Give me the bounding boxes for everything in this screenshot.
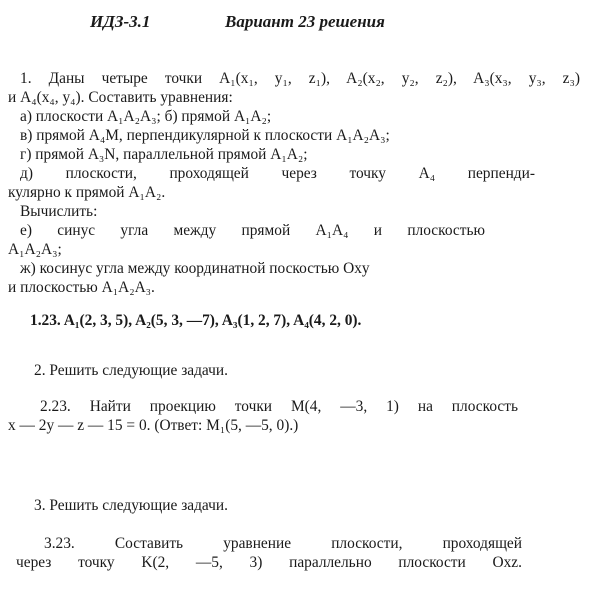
problem2-heading: 2. Решить следующие задачи.: [34, 362, 228, 379]
problem1-line-2: и A₄(x₄, y₄). Составить уравнения:: [8, 89, 233, 106]
problem1-data-line: 1.23. A₁(2, 3, 5), A₂(5, 3, —7), A₃(1, 2, 7), A₄(4, 2, 0).: [30, 312, 362, 329]
problem1-line-1: 1. Даны четыре точки A₁(x₁, y₁, z₁), A₂(x₂, y₂, z₂), A₃(x₃, y₃, z₃): [20, 70, 580, 87]
problem1-line-4: в) прямой A₄M, перпендикулярной к плоскости A₁A₂A₃;: [20, 127, 390, 144]
header-title: ИДЗ-3.1: [90, 12, 151, 31]
problem1-line-5: г) прямой A₃N, параллельной прямой A₁A₂;: [20, 146, 308, 163]
problem1-line-10: A₁A₂A₃;: [8, 241, 62, 258]
problem2-task-line-2: x — 2y — z — 15 = 0. (Ответ: M₁(5, —5, 0).): [8, 417, 299, 434]
problem2-task-line-1: 2.23. Найти проекцию точки M(4, —3, 1) на плоскость: [40, 398, 518, 415]
problem1-line-6: д) плоскости, проходящей через точку A₄ перпенди-: [20, 165, 535, 182]
problem3-heading: 3. Решить следующие задачи.: [34, 497, 228, 514]
problem1-line-9: е) синус угла между прямой A₁A₄ и плоскостью: [20, 222, 485, 239]
problem1-line-12: и плоскостью A₁A₂A₃.: [8, 279, 155, 296]
header-variant: Вариант 23 решения: [225, 12, 385, 31]
problem1-line-3: а) плоскости A₁A₂A₃; б) прямой A₁A₂;: [20, 108, 272, 125]
problem3-task-line-2: через точку K(2, —5, 3) параллельно плоскости Oxz.: [16, 554, 522, 571]
problem1-line-8: Вычислить:: [20, 203, 98, 220]
problem1-line-11: ж) косинус угла между координатной поскостью Oxy: [20, 260, 370, 277]
problem3-task-line-1: 3.23. Составить уравнение плоскости, проходящей: [44, 535, 522, 552]
problem1-line-7: кулярно к прямой A₁A₂.: [8, 184, 166, 201]
